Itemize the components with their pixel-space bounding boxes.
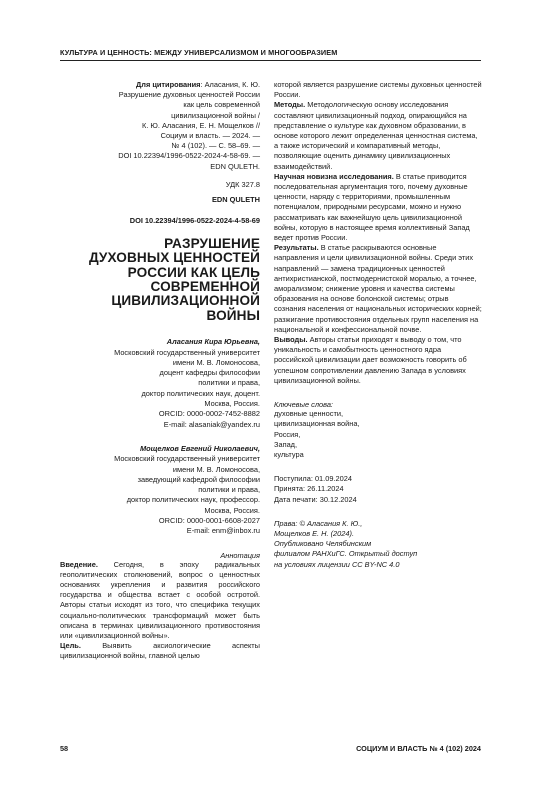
- citation-line: цивилизационной войны /: [171, 110, 260, 120]
- page-number: 58: [60, 744, 69, 753]
- author-email[interactable]: E-mail: enm@inbox.ru: [186, 526, 260, 536]
- citation-line: Разрушение духовных ценностей России: [118, 90, 260, 100]
- title-line: СОВРЕМЕННОЙ: [150, 279, 260, 295]
- publication-dates: [274, 474, 482, 505]
- citation-line: К. Ю. Аласания, Е. Н. Мощелков //: [142, 120, 260, 130]
- citation-line: DOI 10.22394/1996-0522-2024-4-58-69. —: [118, 151, 260, 161]
- rights-line: Мощелков Е. Н. (2024).: [274, 528, 354, 538]
- methods-text: Методологическую основу исследования составляют цивилизационный подход, опирающийся на представление о культуре как духовном образовании, в основе которого лежит определенная ценностная система, а также исторический и компаративный методы, позволяющие оценить динамику цивилизационных взаимодействий.: [274, 100, 478, 171]
- title-line: ДУХОВНЫХ ЦЕННОСТЕЙ: [88, 250, 260, 266]
- introduction-text: Сегодня, в эпоху радикальных геополитических столкновений, вопрос о ценностных основаниях укрепления и развития российского государства и общества встает с особой остротой. Авторы статьи исходят из того, что специфика текущих социально-политических трансформаций может быть описана в терминах цивилизационного противостояния или «цивилизационной войны».: [60, 559, 260, 641]
- novelty-heading: Научная новизна исследования.: [274, 171, 394, 181]
- article-title: [60, 237, 260, 323]
- conclusions-text: Авторы статьи приходят к выводу о том, что уникальность и самобытность ценностного ядра российской цивилизации дает возможность говорить об успешном сопротивлении давлению Запада в условиях цивилизационной войны.: [274, 335, 467, 385]
- results-heading: Результаты.: [274, 243, 319, 253]
- author-orcid: ORCID: 0000-0002-7452-8882: [158, 409, 260, 419]
- keyword: культура: [274, 449, 304, 459]
- author-name: Аласания Кира Юрьевна,: [166, 337, 260, 347]
- journal-issue: СОЦИУМ И ВЛАСТЬ № 4 (102) 2024: [356, 744, 481, 753]
- keyword: духовные ценности,: [274, 409, 344, 419]
- rights-notice: [274, 519, 482, 570]
- abstract-methods: [274, 100, 482, 171]
- results-text: В статье раскрываются основные направления и цели цивилизационной войны. Среди этих направлений — замена традиционных ценностей антихристианской, постмодернистской моралью, а точнее, аморализмом; снижение уровня и качества системы образования на основе болонской системы; отрыв сознания населения от национальных исторических корней; разжигание противостояния отдельных групп населения на национальной и конфессиональной почве.: [274, 243, 482, 334]
- citation-line: как цель современной: [183, 100, 260, 110]
- rights-line: на условиях лицензии CC BY-NC 4.0: [274, 559, 400, 569]
- conclusions-heading: Выводы.: [274, 335, 308, 345]
- author-affiliation: имени М. В. Ломоносова,: [172, 464, 260, 474]
- right-column: [274, 80, 482, 570]
- citation-line: № 4 (102). — С. 58–69. —: [171, 141, 260, 151]
- udk-code: УДК 327.8: [225, 179, 260, 189]
- left-column: [60, 80, 260, 662]
- introduction-heading: Введение.: [60, 559, 98, 569]
- title-line: ЦИВИЛИЗАЦИОННОЙ: [111, 293, 260, 309]
- goal-heading: Цель.: [60, 641, 81, 651]
- author-email[interactable]: E-mail: alasaniak@yandex.ru: [163, 419, 260, 429]
- abstract-novelty: [274, 172, 482, 243]
- running-head: КУЛЬТУРА И ЦЕННОСТЬ: МЕЖДУ УНИВЕРСАЛИЗМОМ И МНОГООБРАЗИЕМ: [60, 48, 481, 61]
- received-date: Поступила: 01.09.2024: [274, 474, 352, 484]
- edn-code: EDN QULETH: [211, 194, 260, 204]
- citation-line: Социум и власть. — 2024. —: [160, 131, 260, 141]
- rights-line: филиалом РАНХиГС. Открытый доступ: [274, 549, 418, 559]
- author-orcid: ORCID: 0000-0001-6608-2027: [158, 516, 260, 526]
- doi: DOI 10.22394/1996-0522-2024-4-58-69: [129, 215, 260, 225]
- citation-line: EDN QULETH.: [210, 161, 260, 171]
- keyword: Россия,: [274, 429, 301, 439]
- title-line: ВОЙНЫ: [206, 307, 260, 323]
- citation-block: [60, 80, 260, 172]
- author-position: заведующий кафедрой философии: [137, 474, 260, 484]
- author-block: [60, 337, 260, 430]
- keywords-label: Ключевые слова:: [274, 400, 333, 410]
- keywords-list: [274, 409, 482, 460]
- print-date: Дата печати: 30.12.2024: [274, 494, 357, 504]
- author-position: доцент кафедры философии: [159, 368, 260, 378]
- author-location: Москва, Россия.: [204, 399, 260, 409]
- accepted-date: Принята: 26.11.2024: [274, 484, 344, 494]
- citation-label: Для цитирования: [136, 80, 201, 89]
- author-position: политики и права,: [198, 378, 260, 388]
- methods-heading: Методы.: [274, 100, 306, 110]
- author-name: Мощелков Евгений Николаевич,: [139, 443, 260, 453]
- abstract-results: [274, 243, 482, 335]
- page-footer: [60, 744, 481, 753]
- abstract-introduction: [60, 560, 260, 642]
- author-block: [60, 444, 260, 537]
- novelty-text: В статье приводится последовательная аргументация того, почему духовные ценности, наряду с территориями, промышленным потенциалом, природными ресурсами, можно и нужно рассматривать как важнейшую цель цивилизационной войны, которую в настоящее время коллективный Запад ведет против России.: [274, 171, 470, 243]
- rights-line: Опубликовано Челябинским: [274, 539, 372, 549]
- goal-text: Выявить аксиологические аспекты цивилизационной войны, главной целью: [60, 641, 260, 661]
- author-location: Москва, Россия.: [204, 505, 260, 515]
- title-line: РОССИИ КАК ЦЕЛЬ: [127, 264, 260, 280]
- keyword: Запад,: [274, 439, 298, 449]
- author-degree: доктор политических наук, доцент.: [141, 388, 260, 398]
- citation-line: : Аласания, К. Ю.: [200, 80, 260, 89]
- author-degree: доктор политических наук, профессор.: [126, 495, 260, 505]
- author-position: политики и права,: [198, 485, 260, 495]
- rights-line: Права: © Аласания К. Ю.,: [274, 518, 363, 528]
- annotation-label: Аннотация: [220, 550, 260, 560]
- goal-continuation: которой является разрушение системы духовных ценностей России.: [274, 80, 482, 100]
- abstract-conclusions: [274, 335, 482, 386]
- abstract-goal: [60, 641, 260, 661]
- title-line: РАЗРУШЕНИЕ: [164, 235, 260, 251]
- author-affiliation: имени М. В. Ломоносова,: [172, 357, 260, 367]
- keyword: цивилизационная война,: [274, 419, 360, 429]
- author-affiliation: Московский государственный университет: [114, 347, 260, 357]
- author-affiliation: Московский государственный университет: [114, 454, 260, 464]
